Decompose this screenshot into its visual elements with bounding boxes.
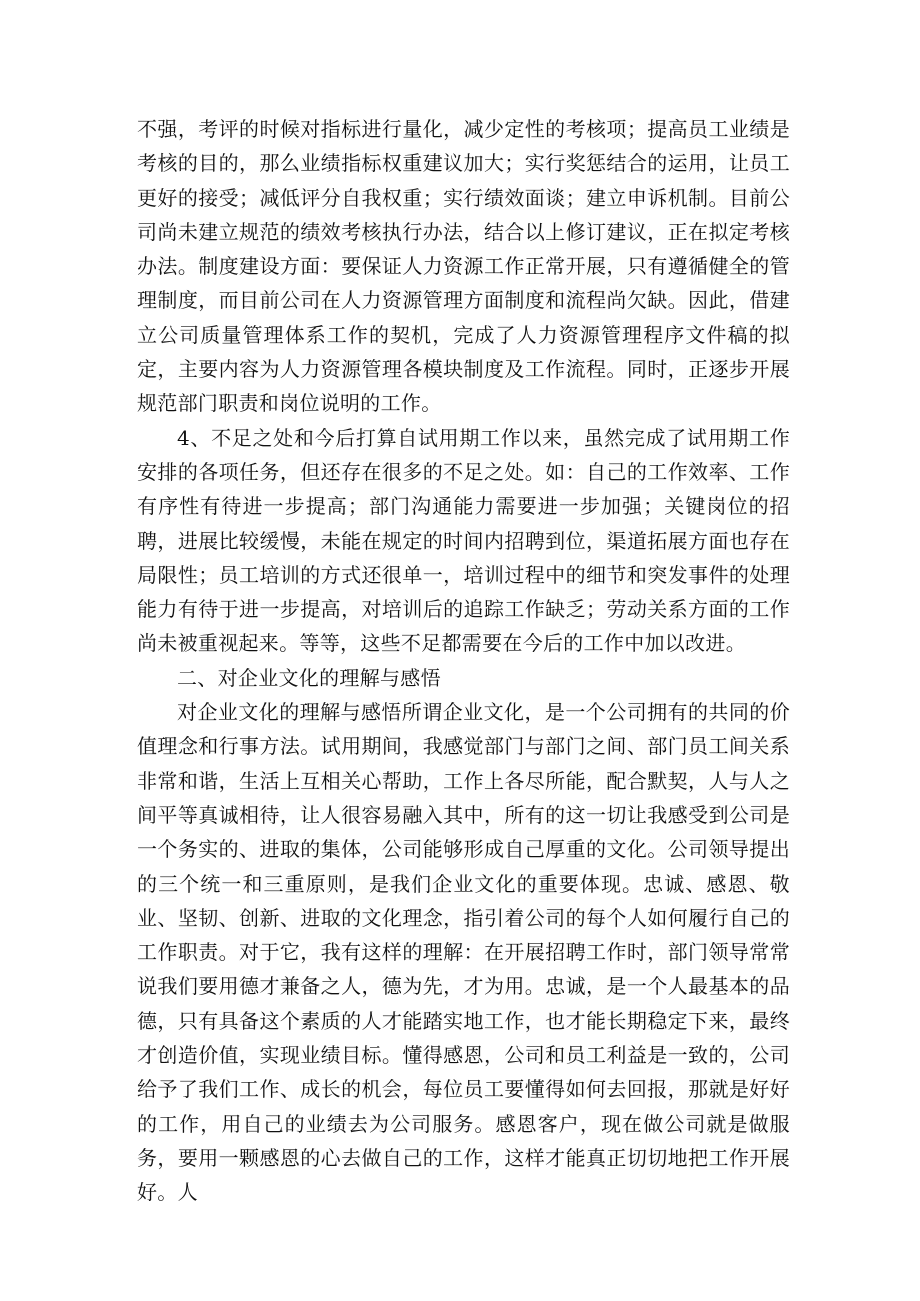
document-page [137, 112, 790, 1210]
paragraph-performance-system: 不强，考评的时候对指标进行量化，减少定性的考核项；提高员工业绩是考核的目的，那么业绩指标权重建议加大；实行奖惩结合的运用，让员工更好的接受；减低评分自我权重；实行绩效面谈；建立申诉机制。目前公司尚未建立规范的绩效考核执行办法，结合以上修订建议，正在拟定考核办法。制度建设方面：要保证人力资源工作正常开展，只有遵循健全的管理制度，而目前公司在人力资源管理方面制度和流程尚欠缺。因此，借建立公司质量管理体系工作的契机，完成了人力资源管理程序文件稿的拟定，主要内容为人力资源管理各模块制度及工作流程。同时，正逐步开展规范部门职责和岗位说明的工作。 [137, 117, 790, 416]
paragraph-corporate-culture: 对企业文化的理解与感悟所谓企业文化，是一个公司拥有的共同的价值理念和行事方法。试用期间，我感觉部门与部门之间、部门员工间关系非常和谐，生活上互相关心帮助，工作上各尽所能，配合默契，人与人之间平等真诚相待，让人很容易融入其中，所有的这一切让我感受到公司是一个务实的、进取的集体，公司能够形成自己厚重的文化。公司领导提出的三个统一和三重原则，是我们企业文化的重要体现。忠诚、感恩、敬业、坚韧、创新、进取的文化理念，指引着公司的每个人如何履行自己的工作职责。对于它，我有这样的理解：在开展招聘工作时，部门领导常常说我们要用德才兼备之人，德为先，才为用。忠诚，是一个人最基本的品德，只有具备这个素质的人才能踏实地工作，也才能长期稳定下来，最终才创造价值，实现业绩目标。懂得感恩，公司和员工利益是一致的，公司给予了我们工作、成长的机会，每位员工要懂得如何去回报，那就是好好的工作，用自己的业绩去为公司服务。感恩客户，现在做公司就是做服务，要用一颗感恩的心去做自己的工作，这样才能真正切切地把工作开展好。人 [137, 700, 790, 1205]
section-heading-corporate-culture: 二、对企业文化的理解与感悟 [177, 665, 441, 690]
paragraph-shortcomings: 4、不足之处和今后打算自试用期工作以来，虽然完成了试用期工作安排的各项任务，但还存在很多的不足之处。如：自己的工作效率、工作有序性有待进一步提高；部门沟通能力需要进一步加强；关键岗位的招聘，进展比较缓慢，未能在规定的时间内招聘到位，渠道拓展方面也存在局限性；员工培训的方式还很单一，培训过程中的细节和突发事件的处理能力有待于进一步提高，对培训后的追踪工作缺乏；劳动关系方面的工作尚未被重视起来。等等，这些不足都需要在今后的工作中加以改进。 [137, 425, 790, 656]
